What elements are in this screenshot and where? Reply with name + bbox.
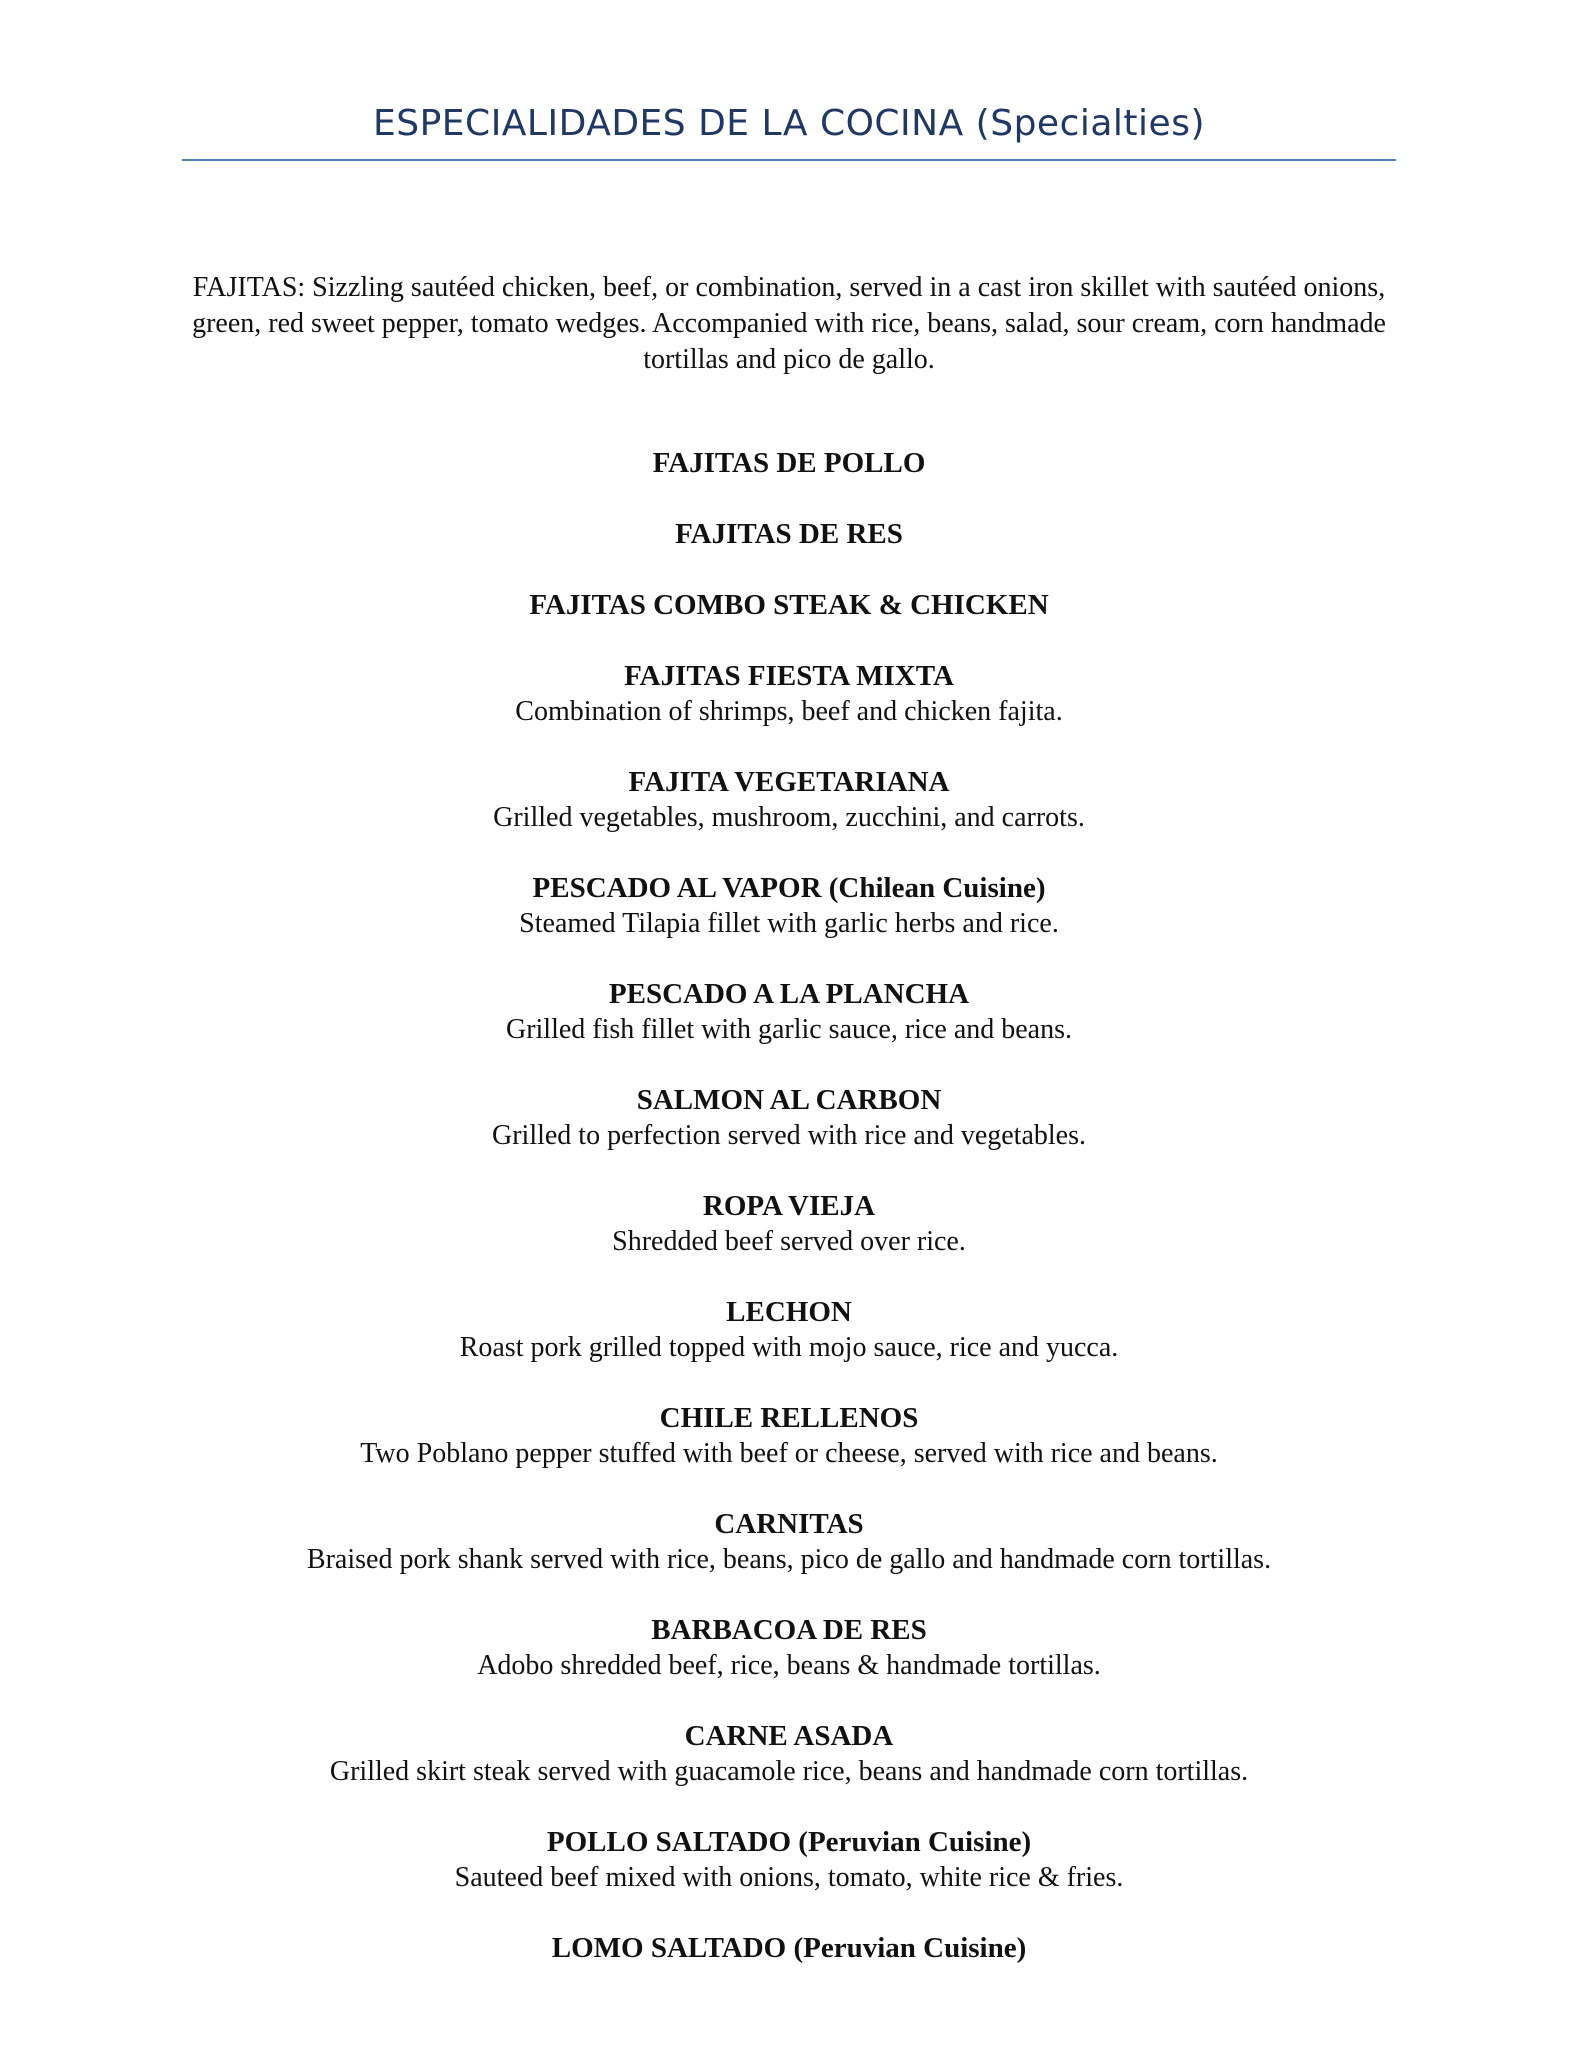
menu-item-description: Grilled vegetables, mushroom, zucchini, and carrots. [493,802,1085,833]
menu-item-name: POLLO SALTADO (Peruvian Cuisine) [546,1826,1032,1858]
page-title: ESPECIALIDADES DE LA COCINA (Specialties) [373,103,1205,144]
menu-item [120,516,1458,552]
menu-item-name: FAJITAS FIESTA MIXTA [624,660,954,692]
menu-item [120,1294,1458,1365]
menu-item-description: Grilled skirt steak served with guacamole rice, beans and handmade corn tortillas. [329,1756,1249,1787]
menu-item [120,1612,1458,1683]
menu-item-description: Combination of shrimps, beef and chicken fajita. [515,696,1063,727]
menu-item-description: Grilled to perfection served with rice and vegetables. [492,1120,1086,1151]
menu-item-name: ROPA VIEJA [702,1190,876,1222]
menu-item-description: Adobo shredded beef, rice, beans & handmade tortillas. [477,1650,1101,1681]
menu-item-name: FAJITAS COMBO STEAK & CHICKEN [529,589,1049,621]
menu-item [120,976,1458,1047]
menu-item [120,658,1458,729]
menu-item-description: Braised pork shank served with rice, beans, pico de gallo and handmade corn tortillas. [306,1544,1272,1575]
menu-item-description: Two Poblano pepper stuffed with beef or cheese, served with rice and beans. [360,1438,1218,1469]
menu-item-name: FAJITAS DE POLLO [652,447,926,479]
menu-item-name: SALMON AL CARBON [636,1084,942,1116]
menu-item-name: PESCADO A LA PLANCHA [608,978,970,1010]
menu-item [120,587,1458,623]
menu-item-name: PESCADO AL VAPOR (Chilean Cuisine) [532,872,1046,904]
menu-item [120,445,1458,481]
menu-item-name: CARNE ASADA [684,1720,894,1752]
menu-item [120,1400,1458,1471]
menu-item-name: LECHON [726,1296,852,1328]
menu-item [120,1082,1458,1153]
menu-item-name: LOMO SALTADO (Peruvian Cuisine) [551,1932,1027,1964]
menu-item-description: Steamed Tilapia fillet with garlic herbs and rice. [519,908,1059,939]
menu-item [120,1188,1458,1259]
menu-item [120,1718,1458,1789]
title-divider [182,159,1396,161]
fajitas-intro: FAJITAS: Sizzling sautéed chicken, beef, or combination, served in a cast iron skillet with sautéed onions, green, red sweet pepper, tomato wedges. Accompanied with rice, beans, salad, sour cream, corn handmade tortillas and pico de gallo. [192,272,1386,375]
menu-item-name: BARBACOA DE RES [651,1614,927,1646]
menu-item-name: FAJITA VEGETARIANA [628,766,950,798]
menu-item-name: CARNITAS [714,1508,864,1540]
menu-item [120,870,1458,941]
menu-item-description: Shredded beef served over rice. [612,1226,966,1257]
menu-item-description: Roast pork grilled topped with mojo sauce, rice and yucca. [459,1332,1119,1363]
menu-item-name: FAJITAS DE RES [675,518,903,550]
menu-item-name: CHILE RELLENOS [659,1402,919,1434]
menu-item [120,1930,1458,1966]
menu-item-description: Grilled fish fillet with garlic sauce, rice and beans. [505,1014,1072,1045]
menu-item [120,1824,1458,1895]
menu-item [120,764,1458,835]
menu-item-description: Sauteed beef mixed with onions, tomato, white rice & fries. [454,1862,1124,1893]
menu-item [120,1506,1458,1577]
menu-list [120,445,1458,2001]
